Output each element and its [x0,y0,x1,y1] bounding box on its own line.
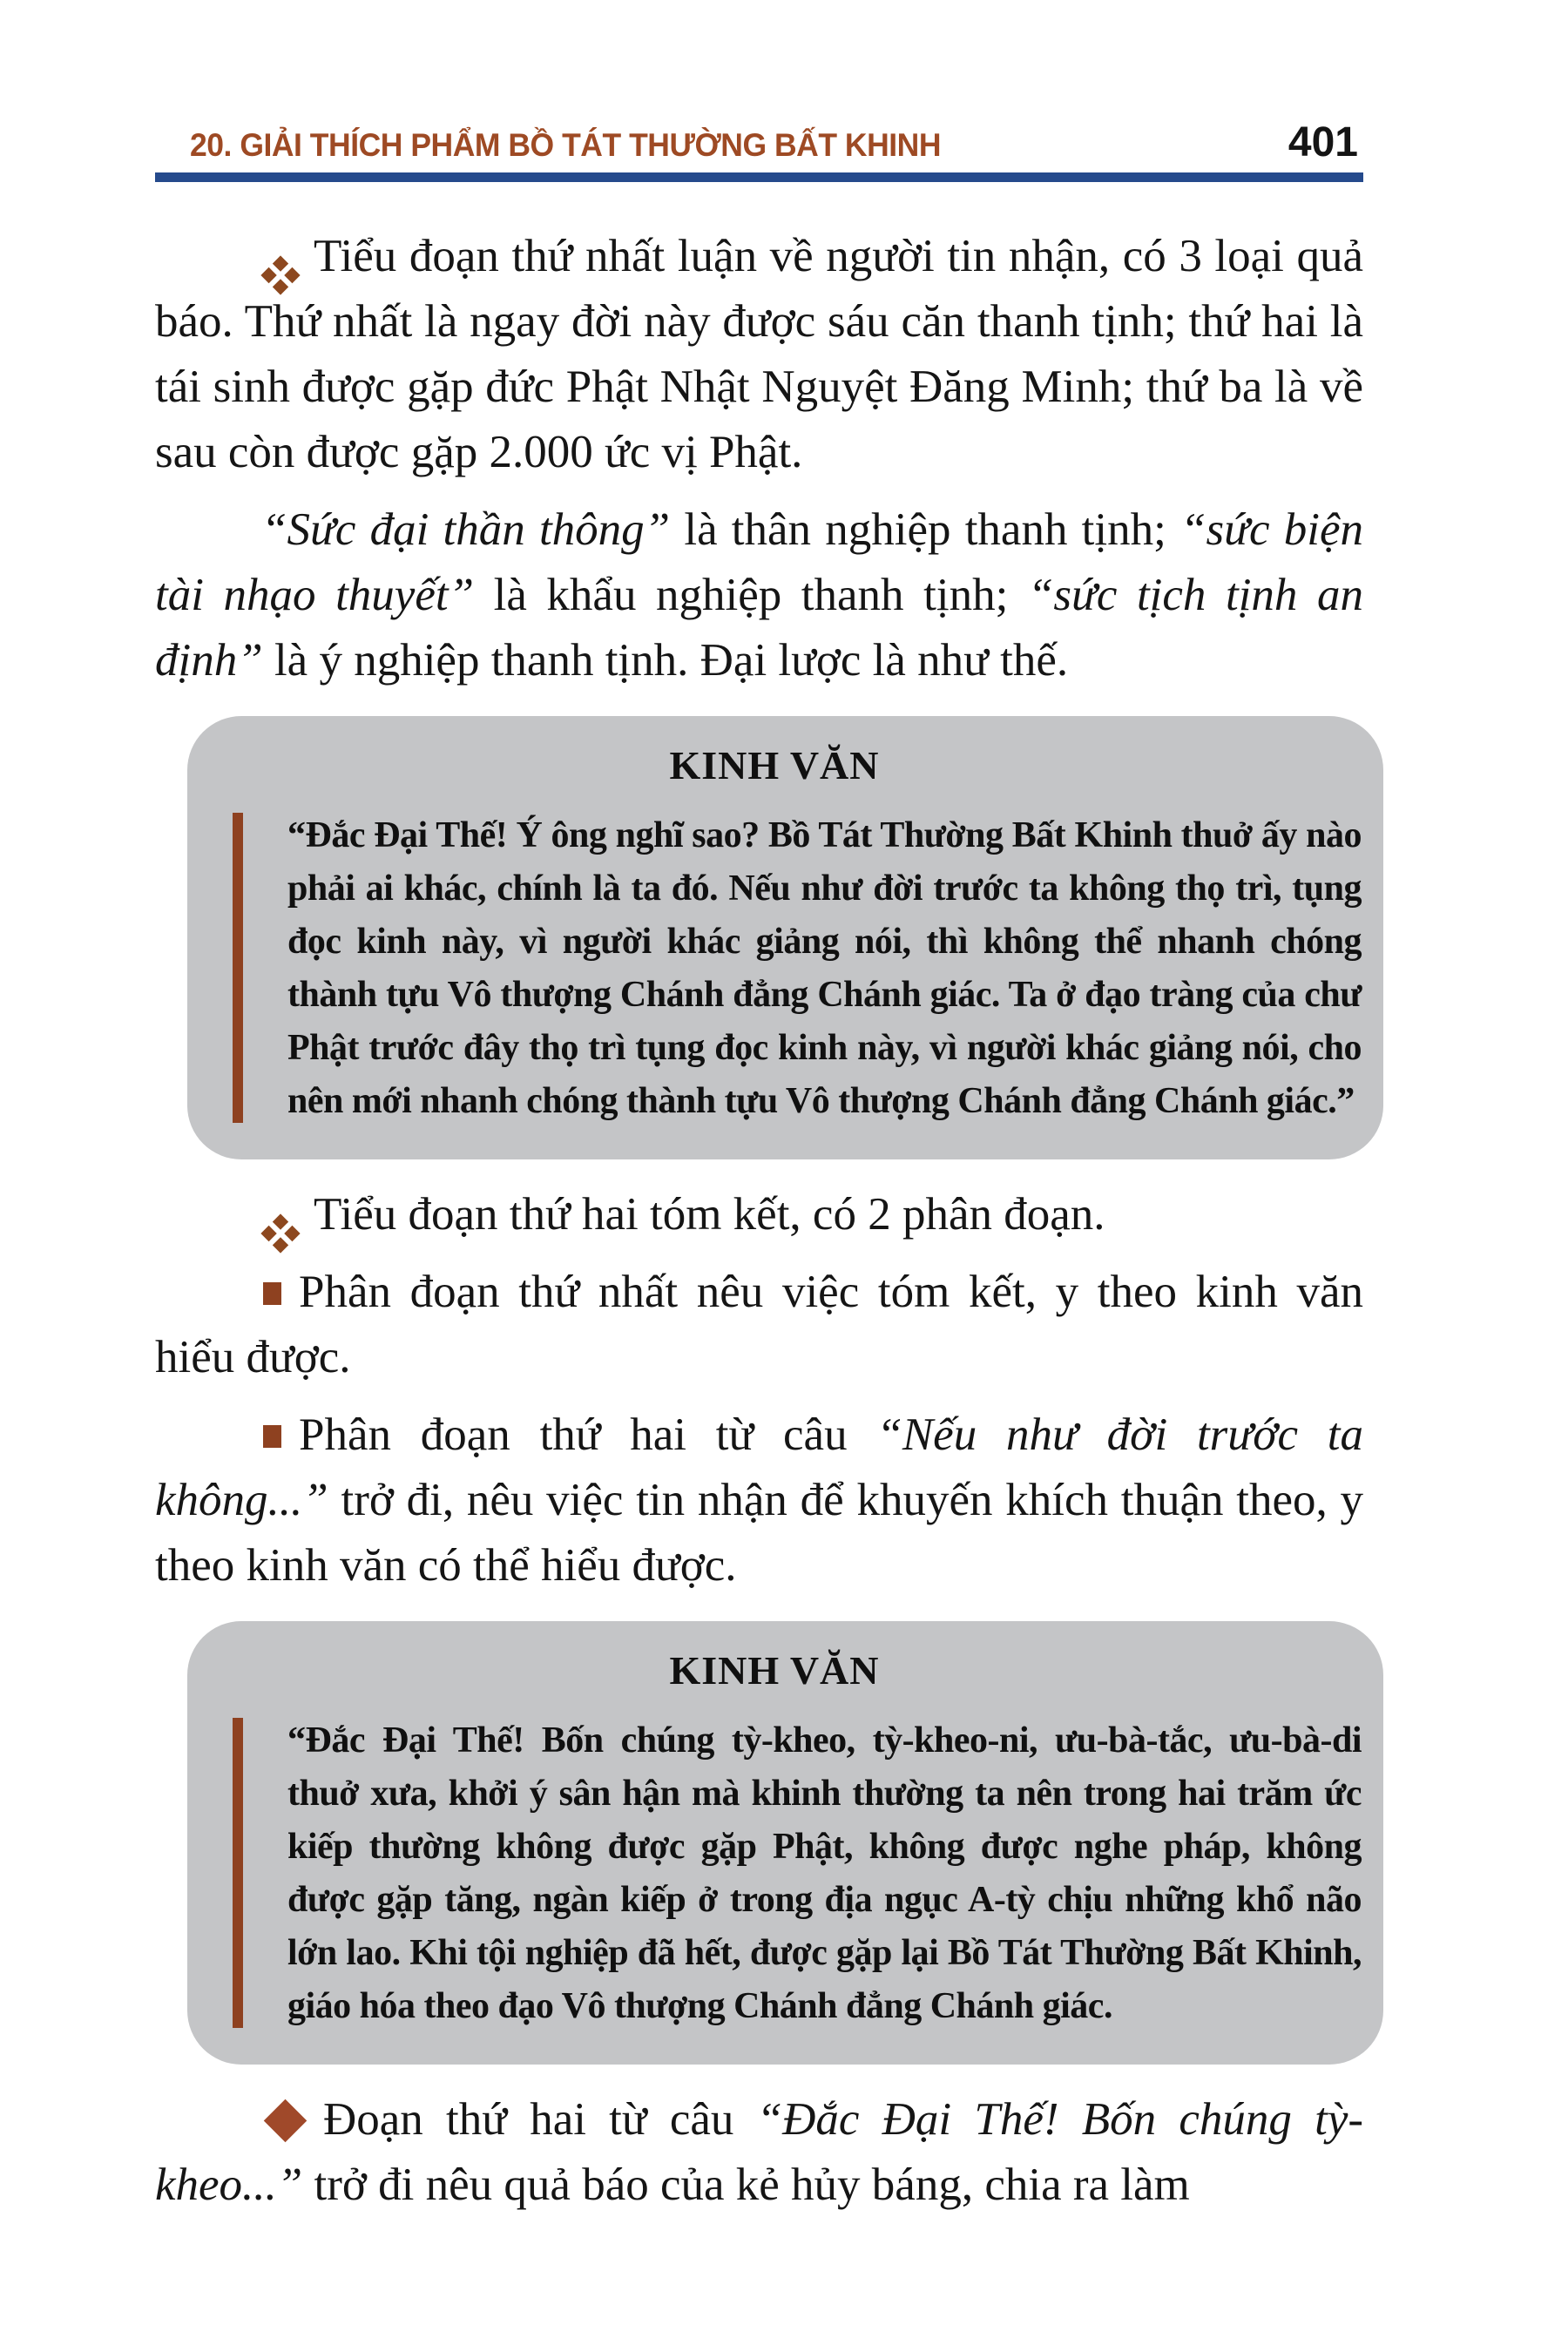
kinh-van-box-2 [187,1621,1383,2065]
paragraph-4-text: Phân đoạn thứ nhất nêu việc tóm kết, y theo kinh văn hiểu được. [155,1267,1363,1382]
paragraph-6-text: Đoạn thứ hai từ câu “Đắc Đại Thế! Bốn chúng tỳ-kheo...” trở đi nêu quả báo của kẻ hủy báng, chia ra làm [155,2094,1363,2210]
paragraph-1-text: Tiểu đoạn thứ nhất luận về người tin nhận, có 3 loại quả báo. Thứ nhất là ngay đời này được sáu căn thanh tịnh; thứ hai là tái sinh được gặp đức Phật Nhật Nguyệt Đăng Minh; thứ ba là về sau còn được gặp 2.000 ức vị Phật. [155,231,1363,477]
quote-left-bar [233,813,243,1123]
kinh-van-quote [187,1714,1362,2033]
quote-left-bar [233,1718,243,2028]
diamond-bullet-icon [264,2099,307,2142]
paragraph-4 [155,1260,1363,1390]
chapter-title: 20. GIẢI THÍCH PHẨM BỒ TÁT THƯỜNG BẤT KHINH [190,127,942,163]
paragraph-2 [155,497,1363,693]
paragraph-5 [155,1402,1363,1598]
page-header [155,119,1363,166]
paragraph-2-text: “Sức đại thần thông” là thân nghiệp thanh tịnh; “sức biện tài nhạo thuyết” là khẩu nghiệp thanh tịnh; “sức tịch tịnh an định” là ý nghiệp thanh tịnh. Đại lược là như thế. [155,504,1364,686]
kinh-van-box-1 [187,716,1383,1159]
kinh-van-title: KINH VĂN [669,1648,880,1693]
paragraph-5-text: Phân đoạn thứ hai từ câu “Nếu như đời trước ta không...” trở đi, nêu việc tin nhận để khuyến khích thuận theo, y theo kinh văn có thể hiểu được. [155,1409,1364,1591]
paragraph-1 [155,224,1363,485]
four-diamond-bullet-icon [260,1213,300,1253]
kinh-van-title: KINH VĂN [669,743,880,787]
four-diamond-bullet-icon [260,255,300,294]
kinh-van-quote-text: “Đắc Đại Thế! Bốn chúng tỳ-kheo, tỳ-kheo-ni, ưu-bà-tắc, ưu-bà-di thuở xưa, khởi ý sân hận mà khinh thường ta nên trong hai trăm ức kiếp thường không được gặp Phật, không được nghe pháp, không được gặp tăng, ngàn kiếp ở trong địa ngục A-tỳ chịu những khổ não lớn lao. Khi tội nghiệp đã hết, được gặp lại Bồ Tát Thường Bất Khinh, giáo hóa theo đạo Vô thượng Chánh đẳng Chánh giác. [287,1720,1362,2026]
paragraph-6 [155,2087,1363,2218]
paragraph-3 [155,1182,1363,1247]
paragraph-3-text: Tiểu đoạn thứ hai tóm kết, có 2 phân đoạn. [314,1189,1105,1240]
page-number: 401 [1288,119,1358,166]
header-rule [155,172,1363,182]
kinh-van-quote [187,809,1362,1128]
kinh-van-quote-text: “Đắc Đại Thế! Ý ông nghĩ sao? Bồ Tát Thường Bất Khinh thuở ấy nào phải ai khác, chính là ta đó. Nếu như đời trước ta không thọ trì, tụng đọc kinh này, vì người khác giảng nói, thì không thể nhanh chóng thành tựu Vô thượng Chánh đẳng Chánh giác. Ta ở đạo tràng của chư Phật trước đây thọ trì tụng đọc kinh này, vì người khác giảng nói, cho nên mới nhanh chóng thành tựu Vô thượng Chánh đẳng Chánh giác.” [287,815,1362,1121]
square-bullet-icon [263,1425,281,1448]
square-bullet-icon [263,1282,281,1305]
